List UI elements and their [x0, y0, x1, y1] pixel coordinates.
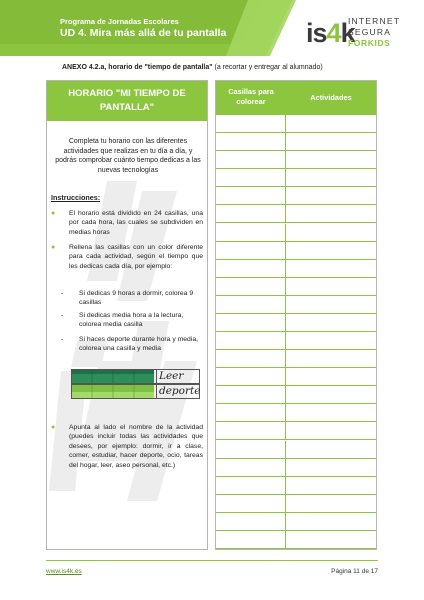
- color-cell[interactable]: [216, 441, 286, 458]
- footer-url-link[interactable]: www.is4k.es: [46, 568, 82, 575]
- logo-text-internet: INTERNET: [348, 16, 401, 26]
- sample-colored-cells: [72, 385, 154, 398]
- sample-word-leer: Leer: [156, 370, 200, 383]
- color-cell[interactable]: [216, 224, 286, 241]
- bullet-icon: ●: [51, 210, 56, 217]
- schedule-row[interactable]: [216, 205, 376, 223]
- bullet-icon: ●: [51, 244, 56, 251]
- schedule-row[interactable]: [216, 495, 376, 513]
- column-header-cells: Casillas para colorear: [228, 87, 274, 106]
- schedule-row[interactable]: [216, 459, 376, 477]
- color-cell[interactable]: [216, 260, 286, 277]
- color-cell[interactable]: [216, 169, 286, 186]
- color-cell[interactable]: [216, 314, 286, 331]
- dash-icon: -: [61, 336, 64, 343]
- schedule-row[interactable]: [216, 368, 376, 386]
- color-cell[interactable]: [216, 459, 286, 476]
- color-cell[interactable]: [216, 404, 286, 421]
- is4k-logo: [306, 14, 418, 52]
- page-number: Página 11 de 17: [331, 568, 378, 575]
- instructions-panel-header: [47, 81, 207, 121]
- schedule-row[interactable]: [216, 531, 376, 549]
- schedule-row[interactable]: [216, 187, 376, 205]
- schedule-row[interactable]: [216, 386, 376, 404]
- schedule-row[interactable]: [216, 151, 376, 169]
- schedule-row[interactable]: [216, 422, 376, 440]
- schedule-row[interactable]: [216, 278, 376, 296]
- instructions-heading: Instrucciones:: [51, 193, 101, 202]
- sample-schedule: [71, 369, 200, 399]
- schedule-row[interactable]: [216, 260, 376, 278]
- schedule-row[interactable]: [216, 477, 376, 495]
- color-cell[interactable]: [216, 513, 286, 530]
- color-cell[interactable]: [216, 477, 286, 494]
- bullet-icon: ●: [51, 424, 56, 431]
- schedule-grid: [216, 115, 376, 549]
- sample-row-leer: [71, 369, 200, 384]
- instructions-panel: HORARIO "MI TIEMPO DE PANTALLA" Completa tu horario con las diferentes actividades que realizas en tu día a día, y podrás comprobar cuánto tiempo dedicas a las nuevas tecnologías Instrucciones: ● El horario está dividido en 24 casillas, una por cada hora, las cuales se subdividen en medias horas ● Rellena las casillas con un color diferente para cada actividad, según el tiempo que les dedicas cada día, por ejemplo: - Si dedicas 9 horas a dormir, colorea 9 casillas - Si dedicas media hora a la lectura, colorea media casilla - Si haces deporte durante hora y media, colorea una casilla y media Leer deporte ● Apunta al lado el nombre de la actividad (puedes incluir todas las actividades que desees, por ejemplo: dormir, ir a clase, comer, estudiar, hacer deporte, ocio, tareas del hogar, leer, aseo personal, etc.): [46, 80, 208, 550]
- schedule-row[interactable]: [216, 169, 376, 187]
- color-cell[interactable]: [216, 151, 286, 168]
- annex-caption: ANEXO 4.2.a, horario de "tiempo de pantalla" (a recortar y entregar al alumnado): [62, 64, 323, 71]
- schedule-row[interactable]: [216, 513, 376, 531]
- color-cell[interactable]: [216, 296, 286, 313]
- schedule-title: HORARIO "MI TIEMPO DE PANTALLA": [68, 88, 186, 113]
- color-cell[interactable]: [216, 205, 286, 222]
- color-cell[interactable]: [216, 350, 286, 367]
- intro-text: Completa tu horario con las diferentes actividades que realizas en tu día a día, y podrás comprobar cuánto tiempo dedicas a las nuevas tecnologías: [55, 138, 201, 174]
- schedule-grid-panel: [215, 80, 377, 550]
- schedule-row[interactable]: [216, 314, 376, 332]
- schedule-row[interactable]: [216, 242, 376, 260]
- sample-word-deporte: deporte: [156, 385, 200, 398]
- unit-title: UD 4. Mira más allá de tu pantalla: [60, 27, 227, 39]
- color-cell[interactable]: [216, 187, 286, 204]
- color-cell[interactable]: [216, 115, 286, 132]
- color-cell[interactable]: [216, 531, 286, 548]
- sample-row-deporte: [71, 384, 200, 399]
- schedule-row[interactable]: [216, 332, 376, 350]
- schedule-row[interactable]: [216, 296, 376, 314]
- schedule-row[interactable]: [216, 350, 376, 368]
- schedule-row[interactable]: [216, 404, 376, 422]
- program-title: Programa de Jornadas Escolares: [60, 17, 179, 26]
- schedule-row[interactable]: [216, 441, 376, 459]
- schedule-row[interactable]: [216, 115, 376, 133]
- color-cell[interactable]: [216, 368, 286, 385]
- color-cell[interactable]: [216, 495, 286, 512]
- color-cell[interactable]: [216, 386, 286, 403]
- schedule-grid-header: [216, 81, 376, 115]
- logo-mark: is4k: [306, 18, 355, 48]
- color-cell[interactable]: [216, 332, 286, 349]
- logo-text-segura: SEGURA: [348, 27, 392, 37]
- color-cell[interactable]: [216, 422, 286, 439]
- footer-divider: [46, 560, 378, 561]
- color-cell[interactable]: [216, 242, 286, 259]
- logo-text-forkids: FORKIDS: [348, 38, 391, 48]
- color-cell[interactable]: [216, 133, 286, 150]
- schedule-row[interactable]: [216, 224, 376, 242]
- color-cell[interactable]: [216, 278, 286, 295]
- schedule-row[interactable]: [216, 133, 376, 151]
- column-header-activities: Actividades: [310, 93, 352, 102]
- dash-icon: -: [61, 312, 64, 319]
- dash-icon: -: [61, 290, 64, 297]
- sample-colored-cells: [72, 370, 154, 383]
